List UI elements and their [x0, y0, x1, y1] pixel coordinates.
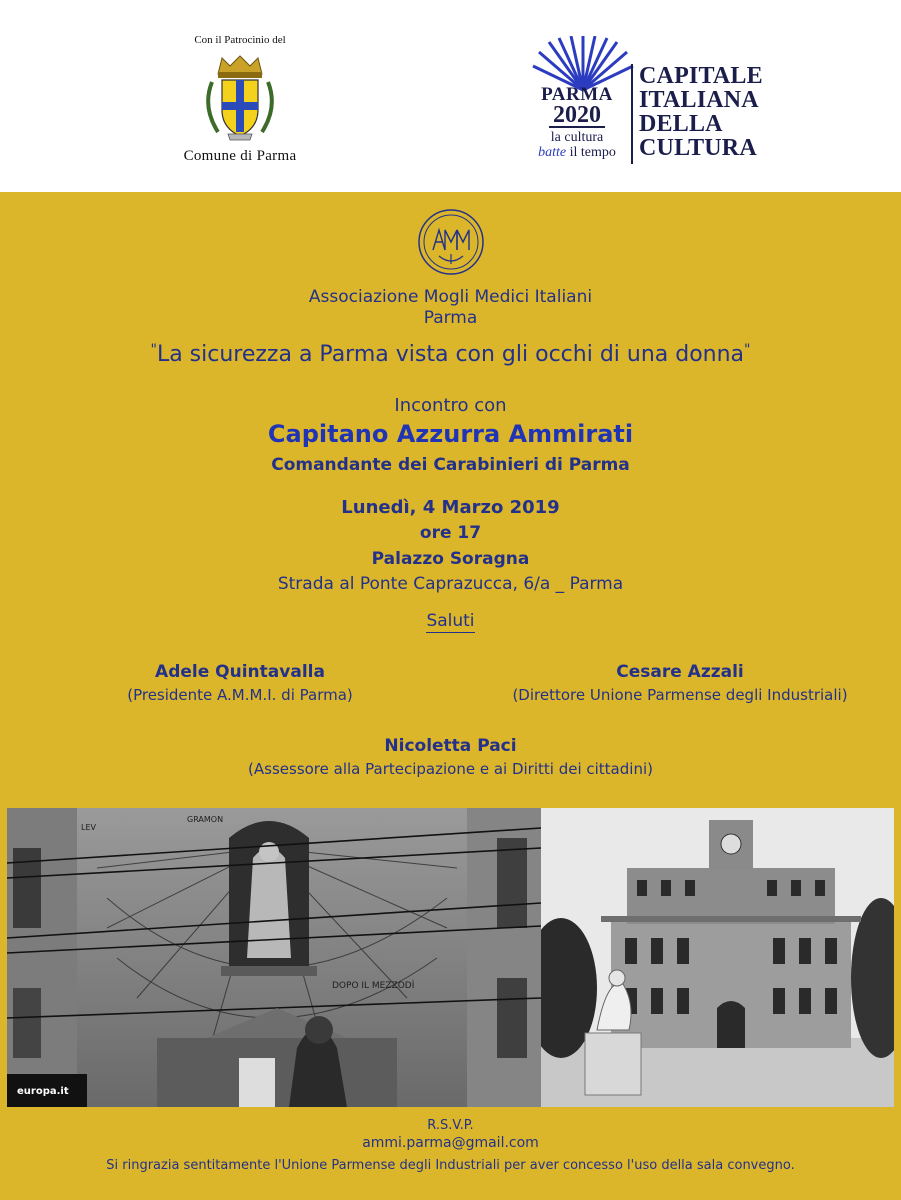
capitale-word: CAPITALE — [639, 63, 763, 89]
comune-di-parma-crest-icon — [200, 52, 280, 144]
speaker-1 — [80, 660, 400, 706]
event-title-text: La sicurezza a Parma vista con gli occhi di una donna — [156, 342, 745, 367]
speaker-2 — [470, 660, 890, 706]
batte-il-tempo — [527, 145, 627, 160]
della-word: DELLA — [639, 111, 723, 137]
header — [0, 0, 901, 192]
incontro-label: Incontro con — [394, 395, 507, 416]
parma-2020-logo — [527, 36, 777, 168]
cultura-word: CULTURA — [639, 135, 757, 161]
ammi-logo-icon — [417, 208, 485, 276]
guest-name: Capitano Azzurra Ammirati — [267, 420, 634, 448]
event-title: "La sicurezza a Parma vista con gli occhi di una donna" — [150, 342, 751, 367]
speaker-name: Nicoletta Paci — [384, 736, 517, 756]
capitale-italiana-text — [639, 64, 763, 160]
speaker-role: (Presidente A.M.M.I. di Parma) — [127, 686, 353, 704]
association-city: Parma — [423, 308, 478, 328]
parma-logo-divider — [631, 64, 633, 164]
guest-role: Comandante dei Carabinieri di Parma — [271, 455, 630, 475]
association-name: Associazione Mogli Medici Italiani — [308, 287, 593, 307]
event-venue: Palazzo Soragna — [371, 549, 530, 569]
parma-logo-left — [527, 86, 627, 160]
sundial-madonna-photo — [7, 808, 541, 1107]
photo-credit: europa.it — [17, 1086, 69, 1097]
rsvp-email[interactable]: ammi.parma@gmail.com — [362, 1135, 539, 1151]
year-2020: 2020 — [549, 104, 605, 128]
speaker-role: (Direttore Unione Parmense degli Industriali) — [512, 686, 848, 704]
speaker-name: Adele Quintavalla — [155, 662, 325, 682]
rsvp-label: R.S.V.P. — [427, 1118, 474, 1133]
patrocinio-block — [150, 34, 330, 165]
photo-strip — [7, 808, 894, 1107]
sundial-label-lev: LEV — [81, 823, 96, 832]
speaker-name: Cesare Azzali — [616, 662, 744, 682]
event-time: ore 17 — [419, 523, 482, 543]
event-address: Strada al Ponte Caprazucca, 6/a _ Parma — [277, 574, 624, 594]
saluti-label: Saluti — [426, 611, 475, 631]
batte-word: batte — [538, 145, 567, 160]
palazzo-photo-art — [541, 808, 894, 1107]
thanks-note: Si ringrazia sentitamente l'Unione Parmense degli Industriali per aver concesso l'uso della sala convegno. — [106, 1158, 795, 1173]
la-cultura: la cultura — [550, 130, 604, 145]
parma-word: PARMA — [541, 84, 613, 105]
patrocinio-label: Con il Patrocinio del — [194, 34, 286, 46]
comune-label: Comune di Parma — [183, 148, 297, 164]
sundial-label-gramon: GRAMON — [187, 815, 224, 824]
il-tempo-word: il tempo — [569, 145, 616, 160]
event-date: Lunedì, 4 Marzo 2019 — [341, 497, 560, 518]
palazzo-ducale-photo — [541, 808, 894, 1107]
association-block — [0, 287, 901, 329]
sundial-photo-art — [7, 808, 541, 1107]
speaker-role: (Assessore alla Partecipazione e ai Diritti dei cittadini) — [248, 760, 653, 778]
saluti-heading — [0, 611, 901, 631]
italiana-word: ITALIANA — [639, 87, 759, 113]
speaker-3 — [0, 734, 901, 780]
sundial-label-mezzodi: DOPO IL MEZZODÌ — [332, 981, 415, 991]
